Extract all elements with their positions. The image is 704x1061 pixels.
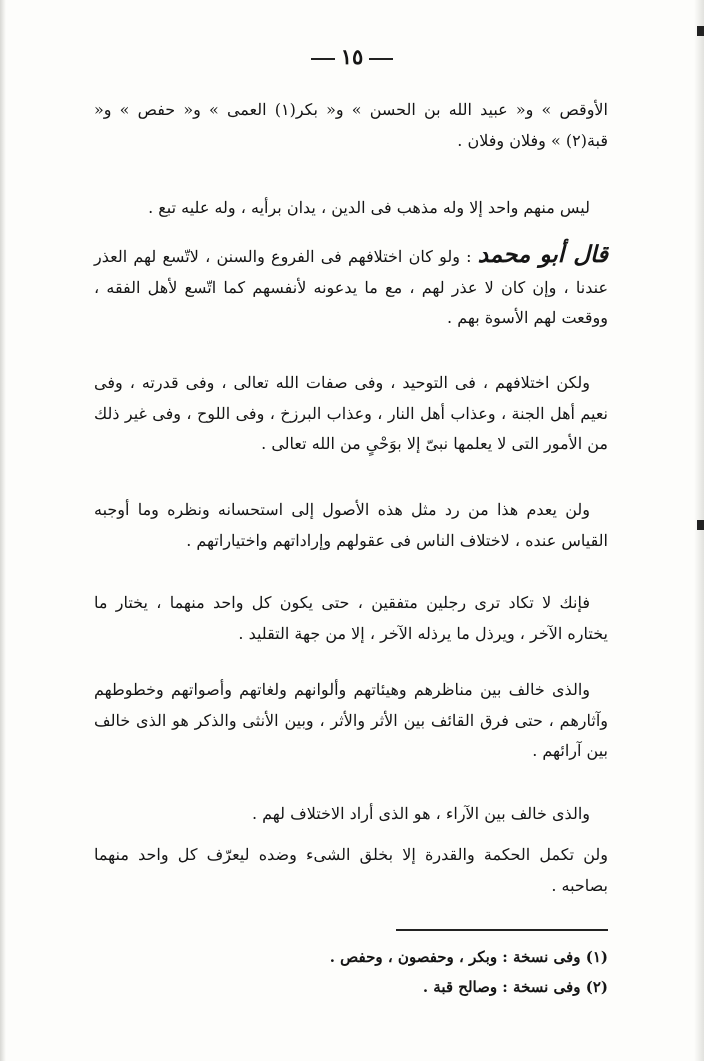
scan-shadow-right xyxy=(694,0,704,1061)
paragraph xyxy=(94,495,608,556)
paragraph-text: ولن يعدم هذا من رد مثل هذه الأصول إلى استحسانه ونظره وما أوجبه القياس عنده ، لاختلاف الناس فى عقولهم وإراداتهم واختياراتهم . xyxy=(94,500,608,550)
footnotes xyxy=(94,942,608,1002)
footnote-marker: (٢) xyxy=(585,978,608,996)
header-dash xyxy=(369,58,393,60)
paragraph xyxy=(94,840,608,901)
scan-edge-mark xyxy=(697,26,704,36)
paragraph xyxy=(94,675,608,767)
paragraph xyxy=(94,588,608,649)
scan-edge-mark xyxy=(697,520,704,530)
paragraph xyxy=(94,799,608,830)
footnote xyxy=(94,972,608,1002)
paragraph xyxy=(94,368,608,460)
paragraph xyxy=(94,240,608,334)
paragraph xyxy=(94,95,608,156)
author-heading: قال أبو محمد xyxy=(477,241,609,268)
paragraph xyxy=(94,193,608,224)
footnote-text: وفى نسخة : وبكر ، وحفصون ، وحفص . xyxy=(329,948,581,966)
footnote-text: وفى نسخة : وصالح قبة . xyxy=(422,978,581,996)
paragraph-text: فإنك لا تكاد ترى رجلين متفقين ، حتى يكون كل واحد منهما ، يختار ما يختاره الآخر ، ويرذل ما يرذله الآخر ، إلا من جهة التقليد . xyxy=(94,593,608,643)
paragraph-text: والذى خالف بين مناظرهم وهيئاتهم وألوانهم ولغاتهم وأصواتهم وخطوطهم وآثارهم ، حتى فرق القائف بين الأثر والأثر ، وبين الأنثى والذكر هو الذى خالف بين آرائهم . xyxy=(94,680,608,760)
scan-shadow-left xyxy=(0,0,6,1061)
header-dash xyxy=(311,58,335,60)
footnote xyxy=(94,942,608,972)
page-number: ١٥ xyxy=(340,44,364,69)
footnote-marker: (١) xyxy=(585,948,608,966)
paragraph-text: : ولو كان اختلافهم فى الفروع والسنن ، لاتّسع لهم العذر عندنا ، وإن كان لا عذر لهم ، مع ما يدعونه لأنفسهم كما اتّسع لأهل الفقه ، ووقعت لهم الأسوة بهم . xyxy=(94,247,608,327)
paragraph-text: ولن تكمل الحكمة والقدرة إلا بخلق الشىء وضده ليعرّف كل واحد منهما بصاحبه . xyxy=(94,845,608,895)
paragraph-text: الأوقص » و« عبيد الله بن الحسن » و« بكر(١) العمى » و« حفص » و« قبة(٢) » وفلان وفلان . xyxy=(94,100,608,150)
footnote-divider xyxy=(396,929,608,931)
paragraph-text: والذى خالف بين الآراء ، هو الذى أراد الاختلاف لهم . xyxy=(251,804,590,823)
page-header xyxy=(0,44,704,69)
paragraph-text: ليس منهم واحد إلا وله مذهب فى الدين ، يدان برأيه ، وله عليه تبع . xyxy=(148,198,590,217)
paragraph-text: ولكن اختلافهم ، فى التوحيد ، وفى صفات الله تعالى ، وفى قدرته ، وفى نعيم أهل الجنة ، وعذاب أهل النار ، وعذاب البرزخ ، وفى اللوح ، وفى غير ذلك من الأمور التى لا يعلمها نبىّ إلا بوَحْىٍ من الله تعالى . xyxy=(94,373,608,453)
